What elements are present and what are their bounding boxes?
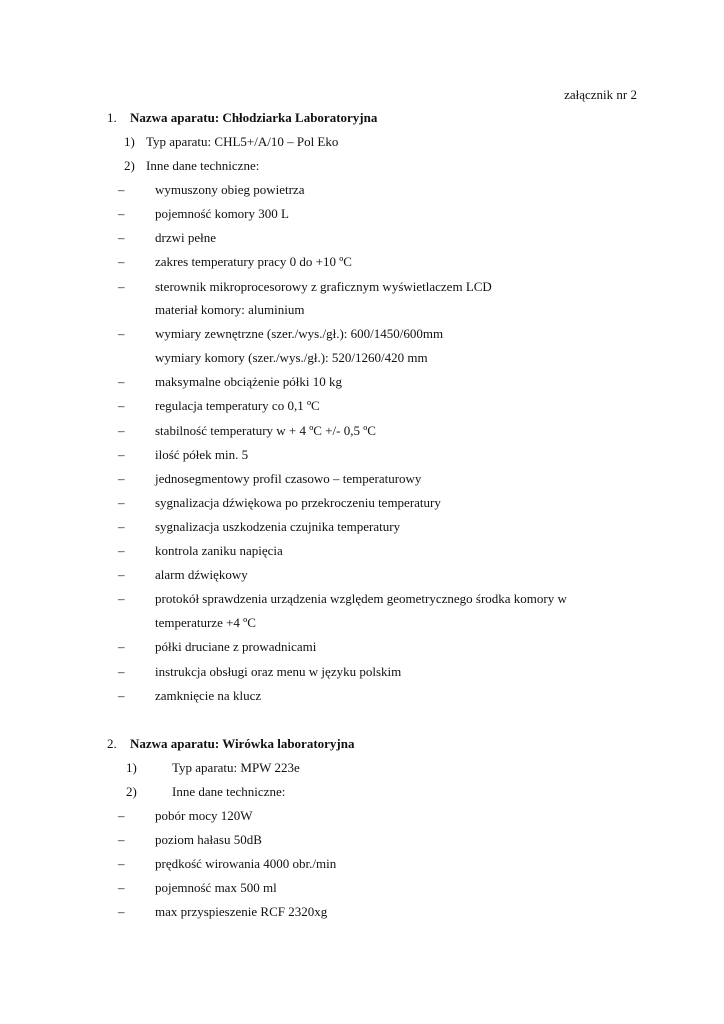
list-item-text: sygnalizacja dźwiękowa po przekroczeniu temperatury xyxy=(155,495,441,510)
list-item-text: poziom hałasu 50dB xyxy=(155,832,262,847)
subitem-text: Inne dane techniczne: xyxy=(172,784,286,799)
list-item xyxy=(118,495,441,511)
list-item-text: drzwi pełne xyxy=(155,230,217,245)
list-item-text: protokół sprawdzenia urządzenia względem geometrycznego środka komory w xyxy=(155,591,567,606)
dash-bullet: – xyxy=(118,495,125,510)
list-item-text: półki druciane z prowadnicami xyxy=(155,639,317,654)
list-item xyxy=(118,279,492,295)
list-item xyxy=(118,254,352,270)
list-item-continuation: materiał komory: aluminium xyxy=(155,302,305,317)
dash-bullet: – xyxy=(118,206,125,221)
list-item-text: wymuszony obieg powietrza xyxy=(155,182,305,197)
list-item xyxy=(118,856,336,872)
list-item-text: pojemność max 500 ml xyxy=(155,880,277,895)
list-item xyxy=(118,182,304,198)
dash-bullet: – xyxy=(118,832,125,847)
subitem-number: 2) xyxy=(126,784,137,799)
list-item-text: pojemność komory 300 L xyxy=(155,206,289,221)
dash-bullet: – xyxy=(118,639,125,654)
section-title: Nazwa aparatu: Wirówka laboratoryjna xyxy=(130,736,355,751)
list-item-text: jednosegmentowy profil czasowo – temperaturowy xyxy=(155,471,422,486)
list-item-text: alarm dźwiękowy xyxy=(155,567,248,582)
dash-bullet: – xyxy=(118,543,125,558)
list-item xyxy=(118,519,400,535)
list-item-text: regulacja temperatury co 0,1 ºC xyxy=(155,398,320,413)
list-item xyxy=(118,206,289,222)
section-2-subitem-1 xyxy=(126,760,300,776)
list-item xyxy=(118,832,262,848)
list-item-text: stabilność temperatury w + 4 ºC +/- 0,5 ºC xyxy=(155,423,376,438)
list-item xyxy=(118,688,261,704)
list-item-text: zakres temperatury pracy 0 do +10 ºC xyxy=(155,254,352,269)
section-2-subitem-2 xyxy=(126,784,285,800)
list-item xyxy=(118,808,252,824)
list-item xyxy=(118,591,567,607)
list-item xyxy=(118,543,283,559)
subitem-text: Typ aparatu: CHL5+/A/10 – Pol Eko xyxy=(146,134,339,149)
list-item xyxy=(118,880,277,896)
section-2-heading xyxy=(107,736,355,752)
attachment-label: załącznik nr 2 xyxy=(564,87,637,102)
list-item-text: wymiary zewnętrzne (szer./wys./gł.): 600/1450/600mm xyxy=(155,326,444,341)
dash-bullet: – xyxy=(118,374,125,389)
dash-bullet: – xyxy=(118,254,125,269)
list-item-text: sygnalizacja uszkodzenia czujnika temperatury xyxy=(155,519,401,534)
section-1-subitem-2 xyxy=(124,158,259,174)
list-item-text: instrukcja obsługi oraz menu w języku polskim xyxy=(155,664,402,679)
dash-bullet: – xyxy=(118,688,125,703)
section-1-heading xyxy=(107,110,377,126)
dash-bullet: – xyxy=(118,519,125,534)
list-item-text: pobór mocy 120W xyxy=(155,808,253,823)
list-item-text: prędkość wirowania 4000 obr./min xyxy=(155,856,337,871)
list-item xyxy=(118,447,248,463)
subitem-text: Inne dane techniczne: xyxy=(146,158,260,173)
dash-bullet: – xyxy=(118,664,125,679)
list-item-text: maksymalne obciążenie półki 10 kg xyxy=(155,374,343,389)
dash-bullet: – xyxy=(118,182,125,197)
list-item xyxy=(118,904,327,920)
dash-bullet: – xyxy=(118,230,125,245)
list-item xyxy=(118,664,401,680)
dash-bullet: – xyxy=(118,880,125,895)
subitem-text: Typ aparatu: MPW 223e xyxy=(172,760,300,775)
list-item xyxy=(118,423,376,439)
subitem-number: 1) xyxy=(126,760,137,775)
section-title: Nazwa aparatu: Chłodziarka Laboratoryjna xyxy=(130,110,378,125)
list-item xyxy=(118,230,216,246)
section-number: 2. xyxy=(107,736,117,751)
list-item-text: sterownik mikroprocesorowy z graficznym wyświetlaczem LCD xyxy=(155,279,492,294)
list-item xyxy=(118,374,342,390)
list-item-text: ilość półek min. 5 xyxy=(155,447,249,462)
dash-bullet: – xyxy=(118,326,125,341)
list-item-continuation: wymiary komory (szer./wys./gł.): 520/1260/420 mm xyxy=(155,350,428,365)
list-item-text: max przyspieszenie RCF 2320xg xyxy=(155,904,328,919)
list-item-text: kontrola zaniku napięcia xyxy=(155,543,283,558)
dash-bullet: – xyxy=(118,447,125,462)
subitem-number: 2) xyxy=(124,158,135,173)
dash-bullet: – xyxy=(118,471,125,486)
dash-bullet: – xyxy=(118,423,125,438)
dash-bullet: – xyxy=(118,279,125,294)
subitem-number: 1) xyxy=(124,134,135,149)
list-item xyxy=(118,639,316,655)
dash-bullet: – xyxy=(118,567,125,582)
list-item xyxy=(118,326,443,342)
dash-bullet: – xyxy=(118,904,125,919)
dash-bullet: – xyxy=(118,591,125,606)
section-1-subitem-1 xyxy=(124,134,338,150)
dash-bullet: – xyxy=(118,808,125,823)
list-item xyxy=(118,398,320,414)
dash-bullet: – xyxy=(118,856,125,871)
list-item xyxy=(118,567,248,583)
dash-bullet: – xyxy=(118,398,125,413)
list-item-continuation: temperaturze +4 ºC xyxy=(155,615,256,630)
list-item-text: zamknięcie na klucz xyxy=(155,688,262,703)
section-number: 1. xyxy=(107,110,117,125)
list-item xyxy=(118,471,421,487)
